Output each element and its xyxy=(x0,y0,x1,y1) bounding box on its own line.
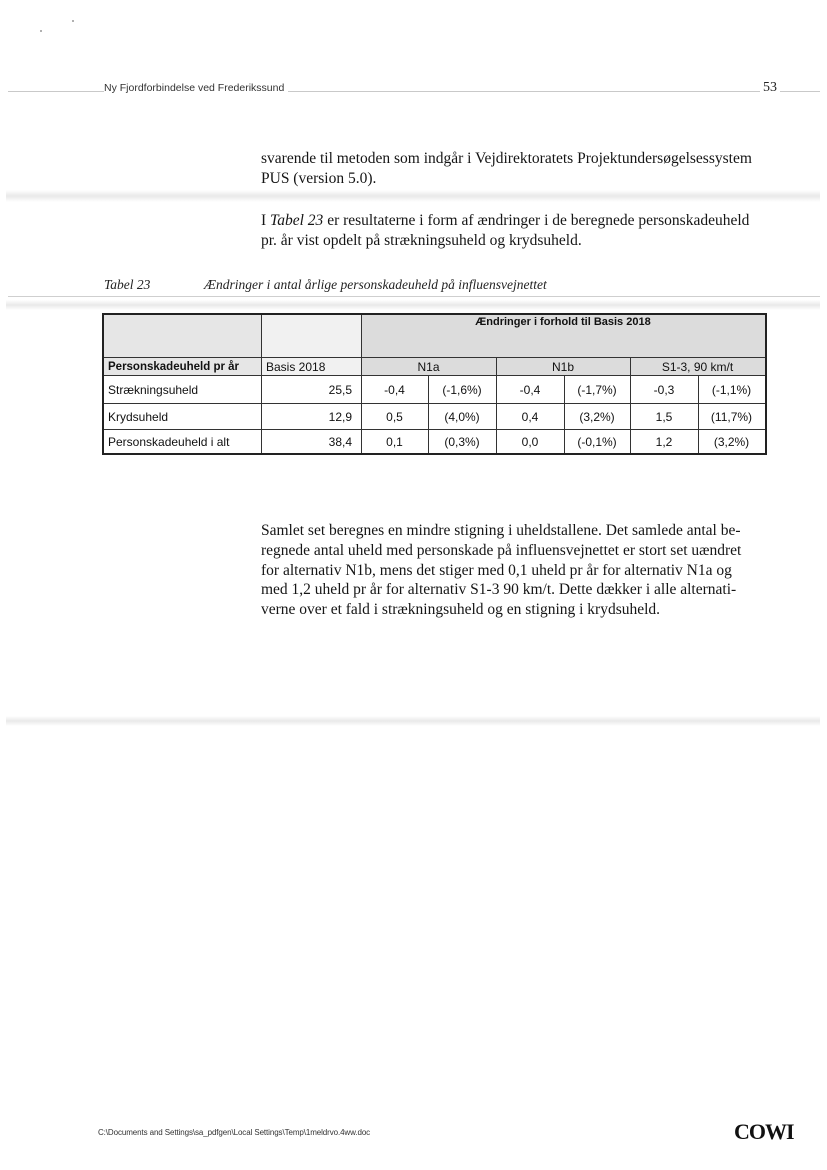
scan-band xyxy=(6,190,820,202)
s13-percent: (-1,1%) xyxy=(711,382,752,397)
caption-rule xyxy=(8,296,820,297)
scan-speck xyxy=(40,30,42,32)
reference-text: er resultaterne i form af ændringer i de beregnede personskadeuheld xyxy=(323,212,750,229)
n1a-value: 0,1 xyxy=(386,434,403,449)
scan-band xyxy=(6,300,820,310)
n1a-percent: (0,3%) xyxy=(444,434,480,449)
n1a-percent: (-1,6%) xyxy=(442,382,482,397)
group-header: Ændringer i forhold til Basis 2018 xyxy=(475,316,651,328)
conclusion-line: med 1,2 uheld pr år for alternativ S1-3 90 km/t. Dette dækker i alle alternati- xyxy=(261,581,737,599)
s13-value: -0,3 xyxy=(653,382,675,397)
n1b-percent: (-0,1%) xyxy=(577,434,617,449)
s13-percent: (3,2%) xyxy=(713,434,750,449)
s13-value: 1,2 xyxy=(655,434,673,449)
table-caption-text: Ændringer i antal årlige personskadeuheld på influensvejnettet xyxy=(204,277,547,292)
n1a-value: 0,5 xyxy=(386,409,403,424)
s13-percent: (11,7%) xyxy=(710,409,753,424)
intro-line: PUS (version 5.0). xyxy=(261,169,377,187)
n1b-value: -0,4 xyxy=(519,382,541,397)
s13-value: 1,5 xyxy=(655,409,673,424)
reference-prefix: I xyxy=(261,212,271,229)
column-header-s13: S1-3, 90 km/t xyxy=(661,359,734,374)
row-header-label: Personskadeuheld pr år xyxy=(108,360,240,373)
reference-paragraph xyxy=(261,211,771,251)
n1b-percent: (-1,7%) xyxy=(577,382,617,397)
table-caption-label: Tabel 23 xyxy=(104,277,151,292)
table-rule xyxy=(104,357,765,358)
column-header-basis: Basis 2018 xyxy=(266,359,326,374)
cowi-logo: COWI xyxy=(734,1119,794,1144)
conclusion-line: verne over et fald i strækningsuheld og en stigning i krydsuheld. xyxy=(261,601,661,619)
accident-table xyxy=(102,313,767,455)
running-title: Ny Fjordforbindelse ved Frederikssund xyxy=(104,82,288,94)
scan-band xyxy=(6,716,820,726)
row-label: Personskadeuheld i alt xyxy=(108,434,230,449)
intro-paragraph xyxy=(261,149,771,189)
conclusion-line: Samlet set beregnes en mindre stigning i uheldstallene. Det samlede antal be- xyxy=(261,522,741,539)
basis-value: 12,9 xyxy=(328,409,352,424)
n1b-value: 0,0 xyxy=(521,434,539,449)
table-reference: Tabel 23 xyxy=(270,212,324,229)
n1b-value: 0,4 xyxy=(521,409,539,424)
page-number: 53 xyxy=(760,80,780,96)
conclusion-paragraph xyxy=(261,521,771,620)
n1b-percent: (3,2%) xyxy=(579,409,615,424)
footer-file-path: C:\Documents and Settings\sa_pdfgen\Local Settings\Temp\1meldrvo.4ww.doc xyxy=(98,1128,371,1137)
basis-value: 38,4 xyxy=(328,434,352,449)
intro-line: svarende til metoden som indgår i Vejdirektoratets Projektundersøgelsessystem xyxy=(261,150,752,167)
column-header-n1a: N1a xyxy=(417,359,440,374)
basis-value: 25,5 xyxy=(328,382,352,397)
column-header-n1b: N1b xyxy=(551,359,574,374)
n1a-percent: (4,0%) xyxy=(444,409,480,424)
scan-speck xyxy=(72,20,74,22)
reference-line: pr. år vist opdelt på strækningsuheld og krydsuheld. xyxy=(261,231,582,249)
n1a-value: -0,4 xyxy=(384,382,405,397)
reference-line xyxy=(261,211,771,231)
conclusion-line: regnede antal uheld med personskade på influensvejnettet er stort set uændret xyxy=(261,541,742,559)
row-label: Strækningsuheld xyxy=(108,382,199,397)
conclusion-line: for alternativ N1b, mens det stiger med 0,1 uheld pr år for alternativ N1a og xyxy=(261,561,732,579)
row-label: Krydsuheld xyxy=(108,409,169,424)
